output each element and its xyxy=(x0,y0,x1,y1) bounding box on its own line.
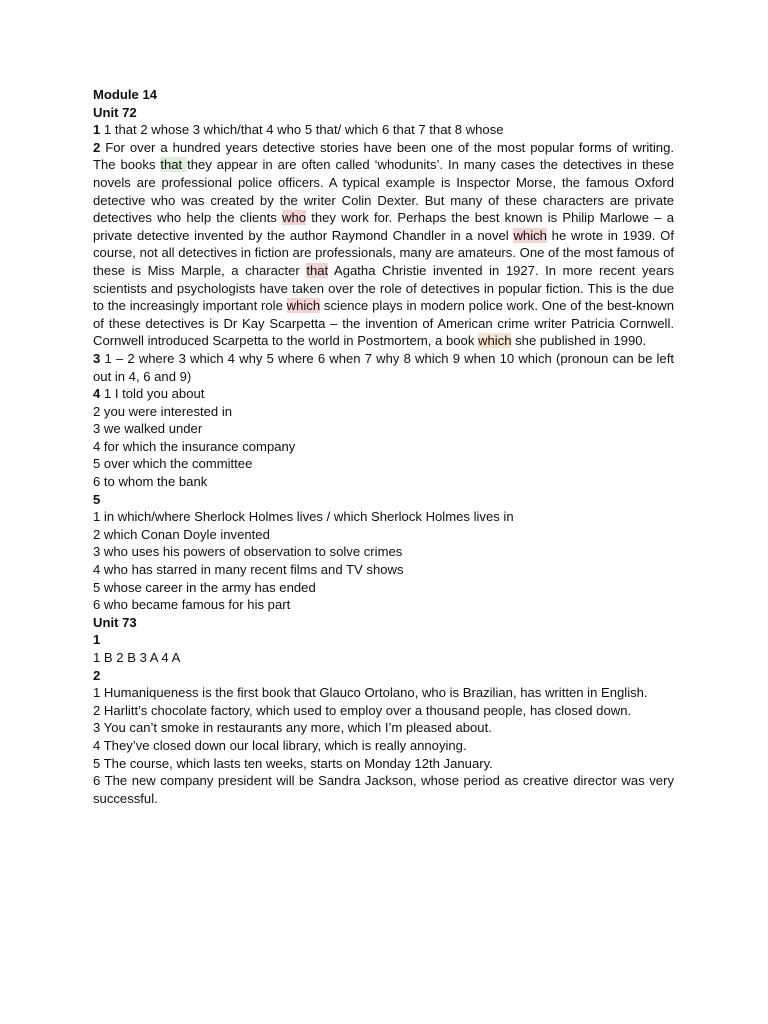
exercise-number: 1 xyxy=(93,632,101,648)
unit-72-title: Unit 72 xyxy=(93,104,137,120)
exercise-number: 5 xyxy=(93,491,101,507)
answer-item: 6 to whom the bank xyxy=(93,474,208,490)
answer-item: 3 You can’t smoke in restaurants any more, which I’m pleased about. xyxy=(93,720,492,736)
answer-item: 3 who uses his powers of observation to solve crimes xyxy=(93,544,403,560)
text-segment: he wrote in 1939. Of course, not all detectives in fiction are professionals, many are amateurs. One of the most famous of these is Miss Marple, a character xyxy=(93,227,674,278)
text-segment: For over a hundred years detective stories have been one of the most popular forms of writing. The books xyxy=(93,139,674,173)
answer-item: 4 They’ve closed down our local library, which is really annoying. xyxy=(93,737,467,753)
highlighted-word: which xyxy=(478,333,512,349)
answer-item: 5 over which the committee xyxy=(93,456,253,472)
document-page xyxy=(93,86,674,807)
answer-item: 4 for which the insurance company xyxy=(93,438,296,454)
unit-72-exercise-4 xyxy=(93,385,674,403)
exercise-number: 4 xyxy=(93,386,101,402)
answer-item: 1 I told you about xyxy=(100,386,205,402)
answer-item: 2 you were interested in xyxy=(93,403,233,419)
answer-item: 5 The course, which lasts ten weeks, starts on Monday 12th January. xyxy=(93,755,493,771)
exercise-number: 1 xyxy=(93,122,101,138)
exercise-answers: 1 that 2 whose 3 which/that 4 who 5 that/ which 6 that 7 that 8 whose xyxy=(100,122,504,138)
answer-item: 5 whose career in the army has ended xyxy=(93,579,316,595)
answer-item: 1 in which/where Sherlock Holmes lives / which Sherlock Holmes lives in xyxy=(93,509,514,525)
highlighted-word: that xyxy=(160,157,188,173)
text-segment: she published in 1990. xyxy=(511,333,647,349)
highlighted-word: that xyxy=(306,262,329,278)
highlighted-word: who xyxy=(282,210,307,226)
answer-item: 3 we walked under xyxy=(93,421,203,437)
text-segment: science plays in modern police work. One of the best-known of these detectives is Dr Kay Scarpetta – the invention of American crime writer Patricia Cornwell. Cornwell introduced Scarpetta to the world in Postmortem, a book xyxy=(93,298,674,349)
exercise-number: 3 xyxy=(93,350,101,366)
exercise-answers: 1 – 2 where 3 which 4 why 5 where 6 when 7 why 8 which 9 when 10 which (pronoun can be left out in 4, 6 and 9) xyxy=(93,350,674,384)
unit-72-exercise-3 xyxy=(93,350,674,385)
answer-item: 4 who has starred in many recent films and TV shows xyxy=(93,562,404,578)
text-segment: they work for. Perhaps the best known is Philip Marlowe – a private detective invented by the author Raymond Chandler in a novel xyxy=(93,210,674,243)
text-segment: they appear in are often called ‘whodunits’. In many cases the detectives in these novels are professional police officers. A typical example is Inspector Morse, the famous Oxford detective who was created by the writer Colin Dexter. But many of these characters are private detectives who help the clients xyxy=(93,157,675,226)
answer-item: 2 Harlitt’s chocolate factory, which used to employ over a thousand people, has closed down. xyxy=(93,702,632,718)
unit-72-exercise-1 xyxy=(93,121,674,139)
module-title: Module 14 xyxy=(93,87,158,102)
exercise-number: 2 xyxy=(93,667,101,683)
exercise-answers: 1 B 2 B 3 A 4 A xyxy=(93,650,181,665)
answer-item: 2 which Conan Doyle invented xyxy=(93,526,270,542)
highlighted-word: which xyxy=(286,298,321,314)
text-segment: Agatha Christie invented in 1927. In more recent years scientists and psychologists have taken over the role of detectives in popular fiction. This is the due to the increasingly important role xyxy=(93,262,675,314)
highlighted-word: which xyxy=(513,227,547,243)
unit-72-exercise-2 xyxy=(93,139,674,350)
unit-73-title: Unit 73 xyxy=(93,614,137,630)
answer-item: 6 The new company president will be Sandra Jackson, whose period as creative director was very successful. xyxy=(93,773,674,806)
answer-item: 6 who became famous for his part xyxy=(93,597,291,613)
answer-item: 1 Humaniqueness is the first book that Glauco Ortolano, who is Brazilian, has written in English. xyxy=(93,685,648,701)
exercise-number: 2 xyxy=(93,139,101,155)
